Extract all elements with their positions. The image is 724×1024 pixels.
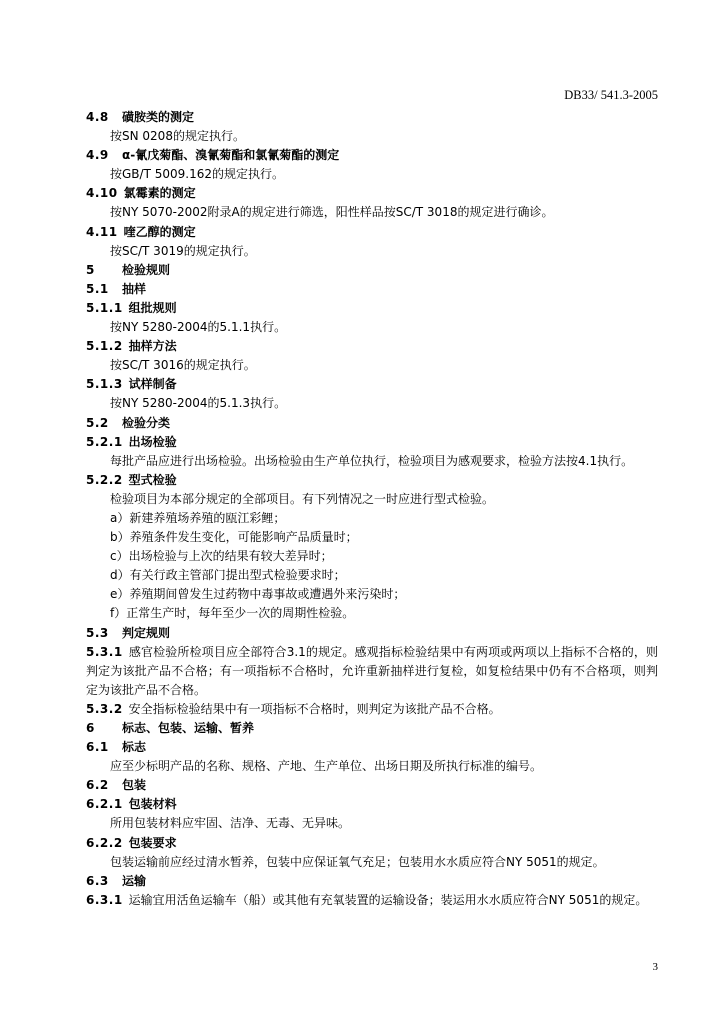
list-item: d）有关行政主管部门提出型式检验要求时；: [110, 568, 346, 583]
section-heading: [86, 299, 658, 318]
section-heading: [86, 624, 658, 643]
section-number: 5.1.2: [86, 339, 123, 354]
section-heading: [86, 146, 658, 165]
section-number: 5.2.1: [86, 434, 123, 449]
body-paragraph: 每批产品应进行出场检验。出场检验由生产单位执行，检验项目为感观要求，检验方法按4.1执行。: [110, 453, 634, 468]
body-text: 按GB/T 5009.162的规定执行。: [110, 167, 284, 182]
paragraph-text: 安全指标检验结果中有一项指标不合格时，则判定为该批产品不合格。: [128, 701, 501, 716]
page-number: 3: [652, 961, 658, 973]
body-text: 按NY 5280-2004的5.1.3执行。: [110, 396, 287, 411]
section-title: 判定规则: [122, 625, 171, 640]
document-code: DB33/ 541.3-2005: [564, 88, 658, 102]
body-text: 按SN 0208的规定执行。: [110, 129, 245, 144]
section-title: 包装材料: [128, 797, 177, 812]
section-title: 氯霉素的测定: [123, 186, 196, 201]
list-item: c）出场检验与上次的结果有较大差异时；: [110, 549, 333, 564]
section-heading: [86, 834, 658, 853]
numbered-paragraph: [86, 700, 658, 719]
list-item: a）新建养殖场养殖的瓯江彩鲤；: [110, 510, 286, 525]
section-title: 包装: [122, 778, 147, 793]
section-heading: [86, 719, 658, 738]
section-title: 喹乙醇的测定: [123, 224, 196, 239]
section-number: 4.9: [86, 148, 109, 163]
section-number: 5.2: [86, 415, 109, 430]
body-text: 按NY 5280-2004的5.1.1执行。: [110, 320, 287, 335]
section-title: 标志、包装、运输、暂养: [122, 721, 255, 735]
section-heading: [86, 471, 658, 490]
section-title: 抽样方法: [128, 339, 177, 354]
section-heading: [86, 108, 658, 127]
list-item: f）正常生产时，每年至少一次的周期性检验。: [110, 606, 355, 621]
section-title: 出场检验: [128, 434, 177, 449]
section-title: 型式检验: [128, 472, 177, 487]
paragraph-text: 感官检验所检项目应全部符合3.1的规定。感观指标检验结果中有两项或两项以上指标不合格的，则判定为该批产品不合格；有一项指标不合格时，允许重新抽样进行复检，如复检结果中仍有不合格项，则判定为该批产品不合格。: [86, 644, 658, 697]
section-title: 试样制备: [128, 377, 177, 392]
section-number: 5.1.3: [86, 377, 123, 392]
section-number: 4.11: [86, 224, 118, 239]
section-heading: [86, 795, 658, 814]
section-title: 标志: [122, 740, 147, 755]
section-heading: [86, 337, 658, 356]
section-heading: [86, 872, 658, 891]
numbered-paragraph: [86, 643, 658, 700]
section-number: 4.8: [86, 110, 109, 124]
list-item: e）养殖期间曾发生过药物中毒事故或遭遇外来污染时；: [110, 587, 406, 602]
numbered-paragraph: [86, 891, 658, 910]
section-title: 检验分类: [122, 415, 171, 430]
section-title: 抽样: [122, 281, 147, 296]
body-text: 包装运输前应经过清水暂养，包装中应保证氧气充足；包装用水水质应符合NY 5051的规定。: [110, 854, 605, 869]
section-number: 6.2: [86, 778, 109, 793]
section-number: 5.3.2: [86, 701, 123, 716]
list-item: b）养殖条件发生变化，可能影响产品质量时；: [110, 530, 358, 545]
document-body: [86, 108, 658, 910]
section-number: 5.3.1: [86, 644, 123, 659]
section-title: 包装要求: [128, 835, 177, 850]
section-title: 磺胺类的测定: [122, 110, 195, 124]
section-number: 6.3.1: [86, 892, 123, 907]
section-heading: [86, 184, 658, 203]
body-text: 应至少标明产品的名称、规格、产地、生产单位、出场日期及所执行标准的编号。: [110, 759, 543, 774]
section-heading: [86, 261, 658, 280]
section-heading: [86, 280, 658, 299]
section-number: 6.2.2: [86, 835, 123, 850]
section-number: 6: [86, 721, 95, 735]
section-number: 5: [86, 262, 95, 277]
section-number: 6.2.1: [86, 797, 123, 812]
paragraph-text: 运输宜用活鱼运输车（船）或其他有充氧装置的运输设备；装运用水水质应符合NY 5051的规定。: [128, 892, 648, 907]
section-number: 5.3: [86, 625, 109, 640]
section-number: 5.1: [86, 281, 109, 296]
section-heading: [86, 223, 658, 242]
section-heading: [86, 414, 658, 433]
body-text: 按SC/T 3016的规定执行。: [110, 358, 256, 373]
section-heading: [86, 433, 658, 452]
section-title: 检验规则: [122, 262, 171, 277]
section-heading: [86, 776, 658, 795]
section-heading: [86, 738, 658, 757]
section-number: 6.3: [86, 873, 109, 888]
section-number: 5.1.1: [86, 300, 123, 315]
body-text: 检验项目为本部分规定的全部项目。有下列情况之一时应进行型式检验。: [110, 491, 495, 506]
section-number: 4.10: [86, 186, 118, 201]
section-number: 6.1: [86, 740, 109, 755]
section-title: α-氰戊菊酯、溴氰菊酯和氯氰菊酯的测定: [122, 148, 340, 163]
section-title: 组批规则: [128, 300, 177, 315]
body-text: 所用包装材料应牢固、洁净、无毒、无异味。: [110, 816, 351, 831]
body-text: 按SC/T 3019的规定执行。: [110, 243, 256, 258]
body-text: 按NY 5070-2002附录A的规定进行筛选，阳性样品按SC/T 3018的规定进行确诊。: [110, 205, 554, 220]
section-title: 运输: [122, 873, 147, 888]
section-number: 5.2.2: [86, 472, 123, 487]
section-heading: [86, 375, 658, 394]
